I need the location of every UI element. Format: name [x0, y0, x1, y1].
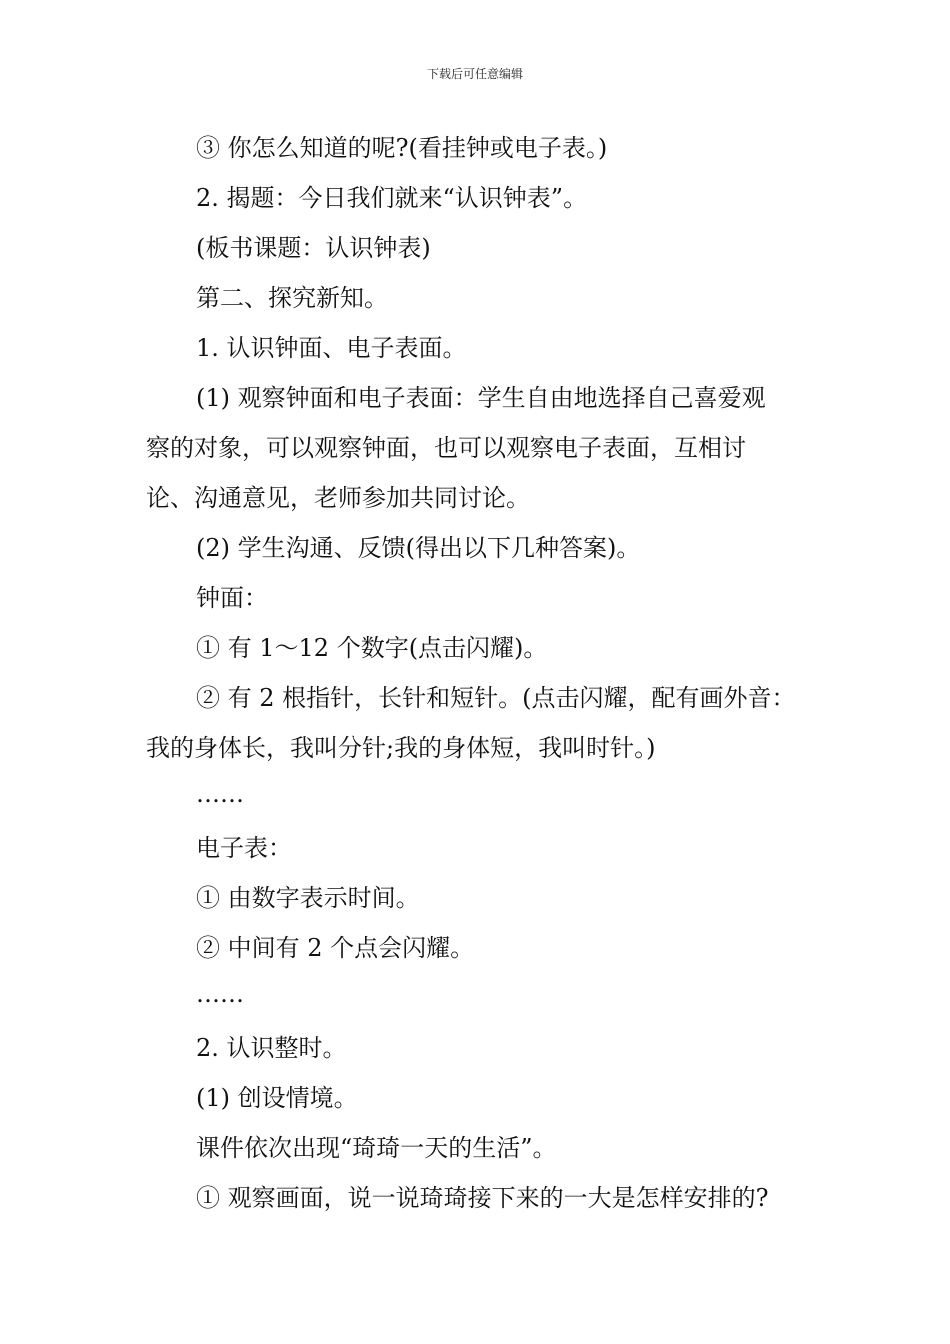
- paragraph-line: (2) 学生沟通、反馈(得出以下几种答案)。: [196, 534, 641, 562]
- paragraph-line: (1) 创设情境。: [196, 1084, 358, 1112]
- ellipsis-line: ……: [196, 780, 244, 808]
- paragraph-line: (1) 观察钟面和电子表面：学生自由地选择自己喜爱观: [196, 384, 766, 412]
- paragraph-line: 我的身体长，我叫分针;我的身体短，我叫时针。): [146, 734, 656, 762]
- paragraph-line: 课件依次出现“琦琦一天的生活”。: [196, 1134, 557, 1162]
- paragraph-line: ② 中间有 2 个点会闪耀。: [196, 934, 475, 962]
- paragraph-line: 电子表：: [196, 834, 292, 862]
- page-header: 下载后可任意编辑: [426, 67, 523, 81]
- paragraph-line: ② 有 2 根指针，长针和短针。(点击闪耀，配有画外音：: [196, 684, 796, 712]
- paragraph-line: (板书课题：认识钟表): [196, 234, 431, 262]
- paragraph-line: ③ 你怎么知道的呢?(看挂钟或电子表。): [196, 134, 608, 162]
- paragraph-line: ① 由数字表示时间。: [196, 884, 420, 912]
- paragraph-line: ① 有 1～12 个数字(点击闪耀)。: [196, 634, 548, 662]
- paragraph-line: 论、沟通意见，老师参加共同讨论。: [146, 484, 530, 512]
- paragraph-line: 察的对象，可以观察钟面，也可以观察电子表面，互相讨: [146, 434, 746, 462]
- paragraph-line: 2. 揭题：今日我们就来“认识钟表”。: [196, 184, 588, 212]
- paragraph-line: 2. 认识整时。: [196, 1034, 347, 1062]
- ellipsis-line: ……: [196, 980, 244, 1008]
- section-heading: 第二、探究新知。: [196, 284, 388, 312]
- paragraph-line: 钟面：: [196, 584, 268, 612]
- paragraph-line: 1. 认识钟面、电子表面。: [196, 334, 467, 362]
- paragraph-line: ① 观察画面，说一说琦琦接下来的一大是怎样安排的?: [196, 1184, 769, 1212]
